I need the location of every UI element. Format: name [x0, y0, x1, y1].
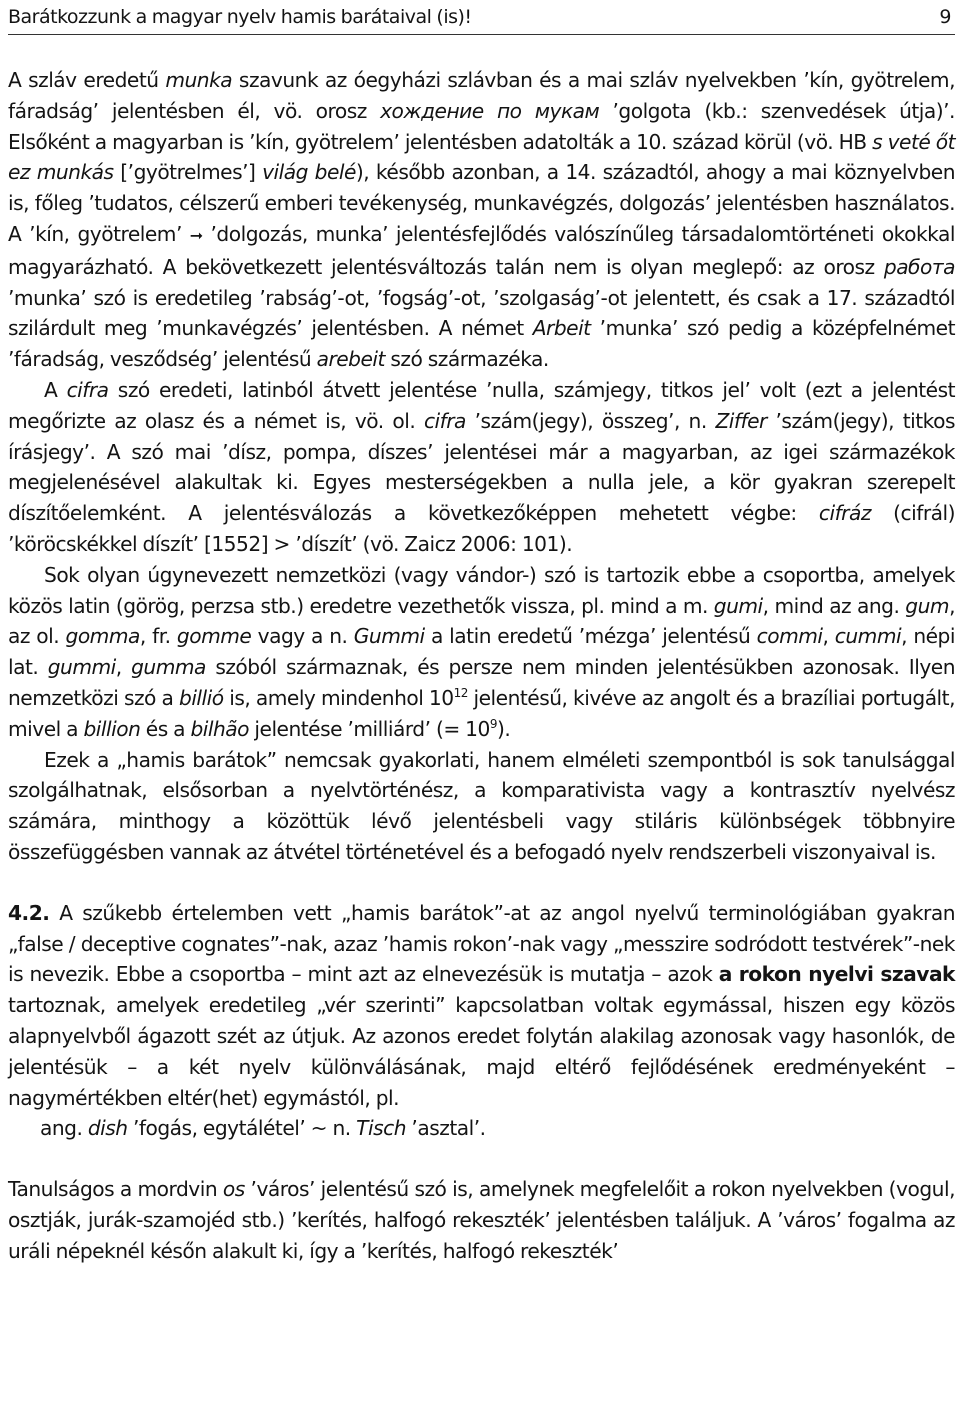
italic-term: bilhão [190, 716, 249, 741]
text-run: ’munka’ szó pedig a középfelnémet ’fáradság, vesződség’ jelentésű [8, 316, 955, 372]
superscript: 9 [489, 716, 497, 731]
italic-term: s veté őt ez munkás [8, 129, 955, 185]
text-run: A szláv eredetű [8, 68, 166, 92]
paragraph-mordvin-os [8, 1174, 955, 1266]
italic-term: cifráz [818, 501, 871, 526]
text-run: Ezek a „hamis barátok” nemcsak gyakorlati, hanem elméleti szempontból is sok tanulsággal szolgálhatnak, elsősorban a nyelvtörténész, a komparativista vagy a kontrasztív nyelvész számára, minthogy a közöttük lévő jelentésbeli vagy stiláris különbségek többnyire összefüggésben vannak az átvétel történetével és a befogadó nyelv rendszerbeli viszonyaival is. [8, 747, 955, 864]
text-run: , az ol. [8, 593, 955, 649]
text-run: ’golgota (kb.: szenvedések útja)’. Elsőként a magyarban is ’kín, gyötrelem’ jelentésben adatolták a 10. század körül (vö. HB [8, 98, 955, 154]
italic-term: dish [87, 1116, 128, 1141]
italic-term: commi [756, 624, 823, 649]
italic-term: gum [905, 593, 950, 618]
text-run: ang. [40, 1116, 88, 1141]
italic-term: хождение по мукам [380, 98, 600, 123]
text-run: tartoznak, amelyek eredetileg „vér szerinti” kapcsolatban voltak egymással, hiszen egy közös alapnyelvből ágazott szét az útjuk. Az azonos eredet folytán alakilag azonosak vagy hasonlók, de jelentésük – a két nyelv különválásának, majd eltérő fejlődésének eredményeként – nagymértékben eltér(het) egymástól, pl. [8, 993, 955, 1110]
paragraph-hamis-baratok [8, 745, 955, 868]
text-run: , [115, 655, 132, 680]
text-run: , mind az ang. [762, 593, 906, 618]
section-4-2 [8, 898, 955, 1144]
italic-term: arebeit [316, 347, 385, 372]
text-run: is, amely mindenhol 10 [223, 685, 454, 710]
paragraph-cifra [8, 375, 955, 560]
section-number: 4.2. [8, 900, 50, 925]
italic-term: Arbeit [532, 316, 591, 341]
italic-term: Ziffer [715, 408, 767, 433]
text-run: (cifrál) ’köröcskékkel díszít’ [1552] > ’díszít’ (vö. Zaicz 2006: 101). [8, 501, 955, 556]
paragraph-munka [8, 65, 955, 375]
italic-term: gumma [131, 655, 206, 680]
text-run: vagy a n. [251, 624, 354, 649]
text-run: ’szám(jegy), titkos írásjegy’. A szó mai ’dísz, pompa, díszes’ jelentései már a magyarban, az igei származékok megjelenésével alakultak ki. Egyes mesterségekben a nulla jele, a kör gyakran szerepelt díszítőelemként. A jelentésválozás a következőképpen mehetett végbe: [8, 408, 955, 526]
italic-term: billion [83, 716, 141, 741]
text-run: szó eredeti, latinból átvett jelentése ’nulla, számjegy, titkos jel’ volt (ezt a jelentést megőrizte az olasz és a német is, vö. ol. [8, 377, 956, 433]
text-run: ’dolgozás, munka’ jelentésfejlődés valószínűleg társadalomtörténeti okokkal magyarázható. A bekövetkezett jelentésváltozás talán nem is olyan meglepő: az orosz [8, 221, 956, 279]
italic-term: Tisch [356, 1116, 407, 1141]
italic-term: os [222, 1177, 245, 1202]
italic-term: cifra [423, 408, 466, 433]
example-line [8, 1113, 955, 1144]
running-header [8, 0, 955, 35]
italic-term: cummi [834, 624, 902, 649]
italic-term: világ belé [262, 160, 356, 185]
text-run: ’asztal’. [406, 1116, 486, 1141]
text-run: a latin eredetű ’mézga’ jelentésű [424, 624, 757, 649]
paragraph-nemzetkozi-szavak [8, 560, 955, 745]
italic-term: gummi [47, 655, 116, 680]
text-run: ’szám(jegy), összeg’, n. [465, 408, 716, 433]
text-run: és a [140, 716, 191, 741]
arrow-icon: ➞ [189, 225, 203, 245]
text-run: Sok olyan úgynevezett nemzetközi (vagy vándor-) szó is tartozik ebbe a csoportba, amelyek közös latin (görög, perzsa stb.) eredetre vezethetők vissza, pl. mind a m. [8, 562, 955, 618]
text-run: szóból származnak, és persze nem minden jelentésükben azonosak. Ilyen nemzetközi szó a [8, 655, 955, 710]
text-run: , népi lat. [8, 624, 955, 680]
text-run: jelentése ’milliárd’ (= 10 [249, 716, 490, 741]
italic-term: gumi [713, 593, 763, 618]
running-title: Barátkozzunk a magyar nyelv hamis barátaival (is)! [8, 6, 472, 28]
page-number: 9 [939, 6, 951, 28]
italic-term: munka [165, 68, 233, 92]
text-run: ’város’ jelentésű szó is, amelynek megfelelőit a rokon nyelvekben (vogul, osztják, jurák-szamojéd stb.) ’kerítés, halfogó rekeszték’ jelentésben találjuk. A ’város’ fogalma az uráli népeknél későn alakult ki, így a ’kerítés, halfogó rekeszték’ [8, 1177, 955, 1263]
text-run: , fr. [139, 624, 177, 649]
italic-term: billió [179, 685, 224, 710]
italic-term: cifra [66, 377, 109, 402]
superscript: 12 [453, 685, 468, 700]
italic-term: gomma [65, 624, 140, 649]
text-run: ). [496, 716, 511, 741]
text-run: A szűkebb értelemben vett „hamis barátok”-at az angol nyelvű terminológiában gyakran „false / deceptive cognates”-nak, azaz ’hamis rokon’-nak vagy „messzire sodródott testvérek”-nek is nevezik. Ebbe a csoportba – mint azt az elnevezésük is mutatja – azok [8, 900, 955, 987]
italic-term: Gummi [353, 624, 425, 649]
text-run: ’munka’ szó is eredetileg ’rabság’-ot, ’fogság’-ot, ’szolgaság’-ot jelentett, és csak a 17. századtól szilárdult meg ’munkavégzés’ jelentésben. A német [8, 285, 955, 341]
text-run: ’fogás, egytálétel’ ~ n. [127, 1116, 357, 1141]
text-run: A [44, 377, 67, 402]
bold-term: a rokon nyelvi szavak [718, 962, 955, 987]
text-run: [’gyötrelmes’] [113, 160, 263, 185]
text-run: , [822, 624, 835, 649]
italic-term: gomme [176, 624, 252, 649]
text-run: Tanulságos a mordvin [8, 1177, 223, 1202]
italic-term: работа [883, 254, 955, 279]
text-run: szó származéka. [384, 347, 549, 372]
text-run: szavunk az óegyházi szlávban és a mai szláv nyelvekben ’kín, gyötrelem, fáradság’ jelentésben él, vö. orosz [8, 68, 955, 123]
text-run: jelentésű, kivéve az angolt és a brazíliai portugált, mivel a [8, 685, 956, 741]
text-run: ), később azonban, a 14. századtól, ahogy a mai köznyelvben is, főleg ’tudatos, célszerű emberi tevékenység, munkavégzés, dolgozás’ jelentésben használatos. A ’kín, gyötrelem’ [8, 160, 955, 246]
